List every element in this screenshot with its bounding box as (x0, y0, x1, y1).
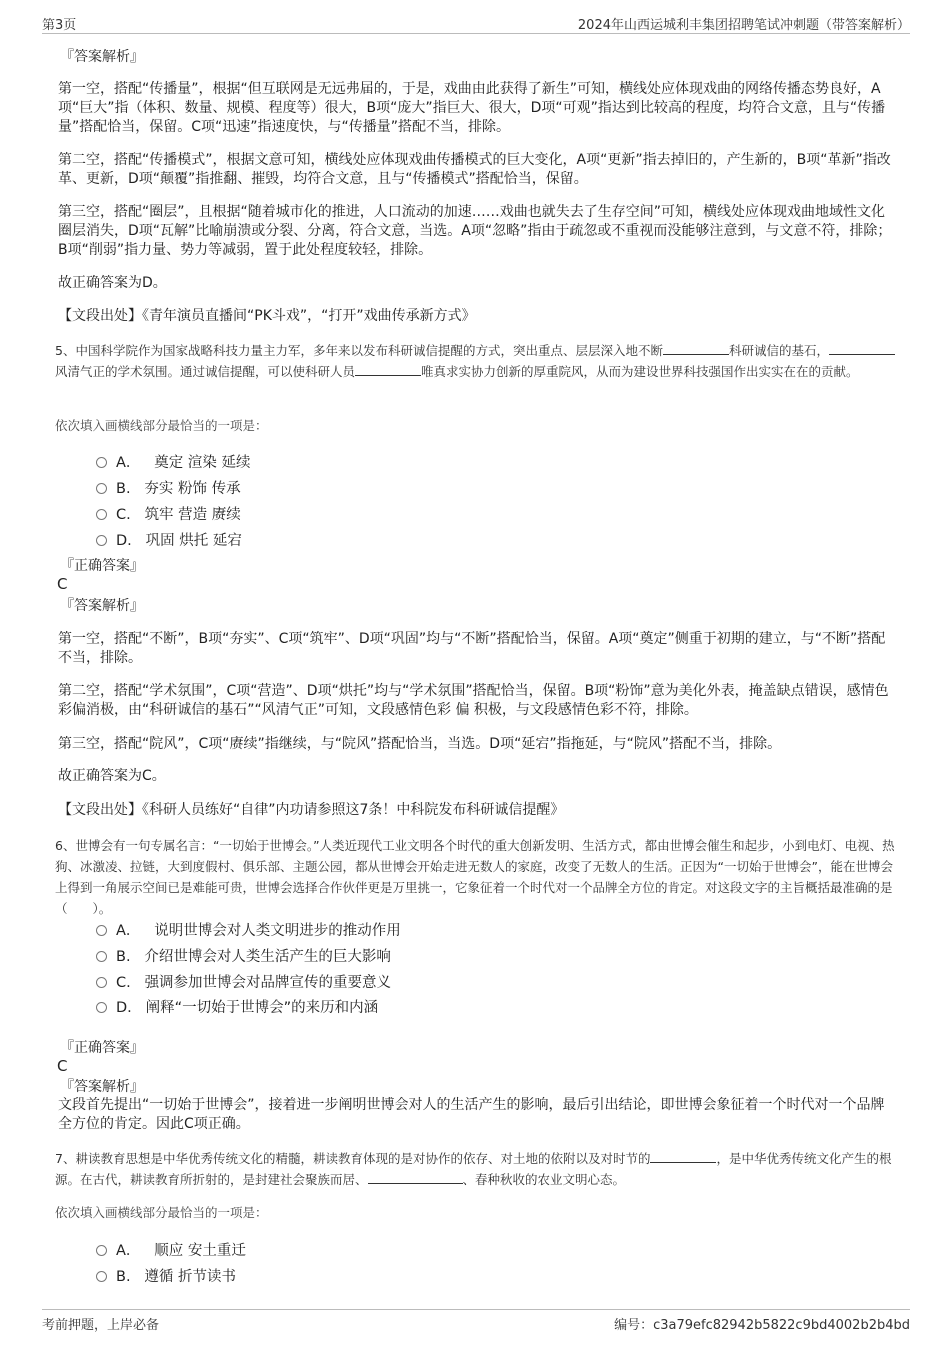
q6-analysis-label: 『答案解析』 (60, 1079, 144, 1095)
q5-option-d[interactable]: D. 巩固 烘托 延宕 (96, 529, 242, 550)
q4-analysis-paragraph: 第三空，搭配“圈层”，且根据“随着城市化的推进，人口流动的加速……戏曲也就失去了生存空间”可知，横线处应体现戏曲地域性文化圈层消失，D项“瓦解”比喻崩溃或分裂、分离，符合文意，当选。A项“忽略”指由于疏忽或不重视而没能够注意到，与文意不符，排除；B项“削弱”指力量、势力等减弱，置于此处程度较轻，排除。 (58, 204, 892, 258)
q6-correct-answer: C (57, 1057, 68, 1075)
fill-blank (829, 342, 895, 355)
radio-icon[interactable] (96, 483, 107, 494)
q5-analysis-conclusion: 故正确答案为C。 (58, 768, 166, 784)
q7-option-b[interactable]: B. 遵循 折节读书 (96, 1265, 236, 1286)
fill-blank (368, 1171, 463, 1184)
radio-icon[interactable] (96, 1271, 107, 1282)
document-title: 2024年山西运城利丰集团招聘笔试冲刺题（带答案解析） (577, 18, 910, 33)
q5-analysis-paragraph: 第二空，搭配“学术氛围”，C项“营造”、D项“烘托”均与“学术氛围”搭配恰当，保留。B项“粉饰”意为美化外表，掩盖缺点错误，感情色彩偏消极，由“科研诚信的基石”“风清气正”可知，文段感情色彩 偏 积极，与文段感情色彩不符，排除。 (58, 683, 889, 718)
page-number: 第3页 (42, 18, 77, 33)
q6-correct-label: 『正确答案』 (60, 1040, 144, 1056)
radio-icon[interactable] (96, 509, 107, 520)
q5-option-a[interactable]: A． 奠定 渲染 延续 (96, 451, 250, 472)
radio-icon[interactable] (96, 457, 107, 468)
radio-icon[interactable] (96, 535, 107, 546)
q5-option-b[interactable]: B. 夯实 粉饰 传承 (96, 477, 241, 498)
q4-source: 【文段出处】《青年演员直播间“PK斗戏”，“打开”戏曲传承新方式》 (58, 308, 476, 324)
q6-option-b[interactable]: B. 介绍世博会对人类生活产生的巨大影响 (96, 945, 391, 966)
document-id: 编号：c3a79efc82942b5822c9bd4002b2b4bd (614, 1318, 910, 1333)
footer-divider (42, 1309, 910, 1310)
q5-correct-answer: C (57, 575, 68, 593)
q4-analysis-paragraph: 第一空，搭配“传播量”，根据“但互联网是无远弗届的，于是，戏曲由此获得了新生”可知，横线处应体现戏曲的网络传播态势良好，A项“巨大”指（体积、数量、规模、程度等）很大，B项“庞大”指巨大、很大，D项“可观”指达到比较高的程度，均符合文意，且与“传播量”搭配恰当，保留。C项“迅速”指速度快，与“传播量”搭配不当，排除。 (58, 81, 886, 135)
page-header (42, 12, 910, 34)
q7-instruction: 依次填入画横线部分最恰当的一项是： (55, 1205, 268, 1220)
fill-blank (663, 342, 729, 355)
q7-stem: 7、耕读教育思想是中华优秀传统文化的精髓，耕读教育体现的是对协作的依存、对土地的依附以及对时节的 ，是中华优秀传统文化产生的根源。在古代，耕读教育所折射的，是封建社会聚族而居、 、春种秋收的农业文明心态。 (55, 1151, 892, 1187)
q6-option-a[interactable]: A． 说明世博会对人类文明进步的推动作用 (96, 919, 401, 940)
radio-icon[interactable] (96, 925, 107, 936)
radio-icon[interactable] (96, 951, 107, 962)
radio-icon[interactable] (96, 1245, 107, 1256)
footer-slogan: 考前押题，上岸必备 (42, 1318, 160, 1333)
radio-icon[interactable] (96, 1002, 107, 1013)
q5-instruction: 依次填入画横线部分最恰当的一项是： (55, 418, 268, 433)
header-divider (42, 33, 910, 34)
q5-analysis-paragraph: 第三空，搭配“院风”，C项“赓续”指继续，与“院风”搭配恰当，当选。D项“延宕”指拖延，与“院风”搭配不当，排除。 (58, 736, 782, 752)
q6-option-d[interactable]: D. 阐释“一切始于世博会”的来历和内涵 (96, 996, 378, 1017)
q5-analysis-label: 『答案解析』 (60, 598, 144, 614)
q4-analysis-paragraph: 第二空，搭配“传播模式”，根据文意可知，横线处应体现戏曲传播模式的巨大变化，A项“更新”指去掉旧的，产生新的，B项“革新”指改革、更新，D项“颠覆”指推翻、摧毁，均符合文意，且与“传播模式”搭配恰当，保留。 (58, 152, 891, 187)
q6-option-c[interactable]: C. 强调参加世博会对品牌宣传的重要意义 (96, 971, 391, 992)
q4-analysis-conclusion: 故正确答案为D。 (58, 275, 167, 291)
q5-option-c[interactable]: C. 筑牢 营造 赓续 (96, 503, 241, 524)
q6-analysis-paragraph: 文段首先提出“一切始于世博会”，接着进一步阐明世博会对人的生活产生的影响，最后引出结论，即世博会象征着一个时代对一个品牌全方位的肯定。因此C项正确。 (58, 1097, 885, 1132)
q5-correct-label: 『正确答案』 (60, 558, 144, 574)
q7-option-a[interactable]: A． 顺应 安土重迁 (96, 1239, 246, 1260)
q5-source: 【文段出处】《科研人员练好“自律”内功请参照这7条！中科院发布科研诚信提醒》 (58, 802, 565, 818)
radio-icon[interactable] (96, 977, 107, 988)
q5-analysis-paragraph: 第一空，搭配“不断”，B项“夯实”、C项“筑牢”、D项“巩固”均与“不断”搭配恰当，保留。A项“奠定”侧重于初期的建立，与“不断”搭配不当，排除。 (58, 631, 886, 666)
q4-analysis-label: 『答案解析』 (60, 49, 144, 65)
fill-blank (650, 1150, 716, 1163)
q5-stem: 5、中国科学院作为国家战略科技力量主力军，多年来以发布科研诚信提醒的方式，突出重点、层层深入地不断 科研诚信的基石，风清气正的学术氛围。通过诚信提醒，可以使科研人员 唯真求实协力创新的厚重院风，从而为建设世界科技强国作出实实在在的贡献。 (55, 340, 897, 382)
fill-blank (355, 363, 421, 376)
q6-stem: 6、世博会有一句专属名言：“一切始于世博会。”人类近现代工业文明各个时代的重大创新发明、生活方式，都由世博会催生和起步，小到电灯、电视、热狗、冰激凌、拉链，大到度假村、俱乐部、主题公园，都从世博会开始走进无数人的家庭，改变了无数人的生活。正因为“一切始于世博会”，能在世博会上得到一角展示空间已是难能可贵，世博会选择合作伙伴更是万里挑一，它象征着一个时代对一个品牌全方位的肯定。对这段文字的主旨概括最准确的是（ ）。 (55, 838, 895, 916)
